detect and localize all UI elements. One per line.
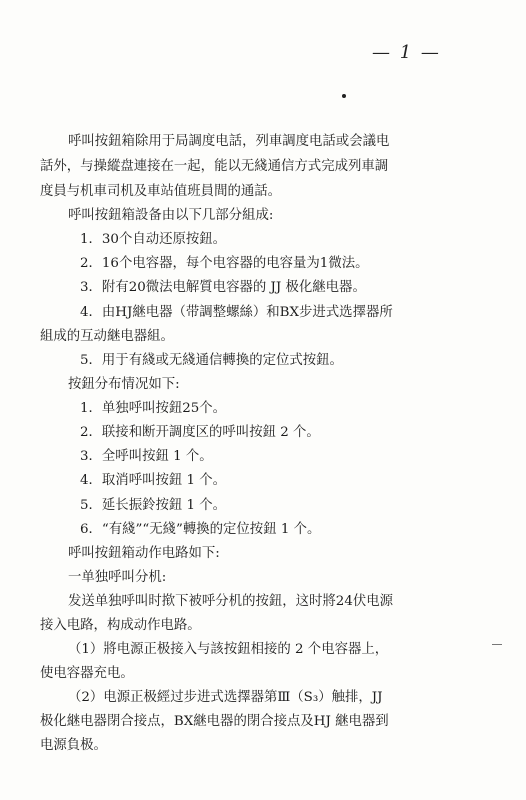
- list-item: 3．全呼叫按鈕 1 个。: [80, 449, 213, 464]
- ink-dot: [342, 94, 346, 98]
- paragraph-line: （1）將电源正极接入与該按鈕相接的 2 个电容器上，: [68, 642, 389, 657]
- list-item: 1．单独呼叫按鈕25个。: [80, 401, 227, 416]
- paragraph-line: （2）电源正极經过步进式选擇器第Ⅲ（S₃）触排，JJ: [68, 690, 383, 705]
- list-item: 2．联接和断开調度区的呼叫按鈕 2 个。: [80, 425, 320, 440]
- paragraph-line: 按鈕分布情况如下:: [68, 377, 180, 392]
- list-item: 2．16个电容器，每个电容器的电容量为1微法。: [80, 256, 369, 271]
- scan-mark: [492, 644, 502, 645]
- paragraph-line: 呼叫按鈕箱設备由以下几部分組成:: [68, 208, 274, 223]
- paragraph-line: 呼叫按鈕箱动作电路如下:: [68, 546, 220, 561]
- list-item: 5．用于有綫或无綫通信轉換的定位式按鈕。: [80, 353, 343, 368]
- section-heading: 一单独呼叫分机:: [68, 570, 167, 585]
- list-item: 4．取消呼叫按鈕 1 个。: [80, 473, 227, 488]
- paragraph-line: 接入电路，构成动作电路。: [40, 618, 201, 633]
- paragraph-line: 使电容器充电。: [40, 666, 134, 681]
- list-item: 5．延长振鈴按鈕 1 个。: [80, 498, 227, 513]
- paragraph-line: 极化継电器閉合接点，BX継电器的閉合接点及HJ 継电器到: [40, 714, 389, 729]
- paragraph-line: 組成的互动継电器組。: [40, 329, 174, 344]
- paragraph-line: 話外，与操縱盘連接在一起，能以无綫通信方式完成列車調: [40, 159, 389, 174]
- list-item: 4．由HJ継电器（带調整螺絲）和BX步进式选擇器所: [80, 305, 393, 320]
- paragraph-line: 度員与机車司机及車站值班員間的通話。: [40, 184, 282, 199]
- list-item: 1．30个自动还原按鈕。: [80, 232, 227, 247]
- paragraph-line: 呼叫按鈕箱除用于局調度电話，列車調度电話或会議电: [68, 134, 390, 149]
- page-number: — 1 —: [372, 42, 441, 63]
- paragraph-line: 电源負极。: [40, 738, 107, 753]
- list-item: 6．“有綫”“无綫”轉換的定位按鈕 1 个。: [80, 522, 321, 537]
- list-item: 3．附有20微法电解質电容器的 JJ 极化継电器。: [80, 280, 366, 295]
- paragraph-line: 发送单独呼叫时揿下被呼分机的按鈕，这时將24伏电源: [68, 594, 394, 609]
